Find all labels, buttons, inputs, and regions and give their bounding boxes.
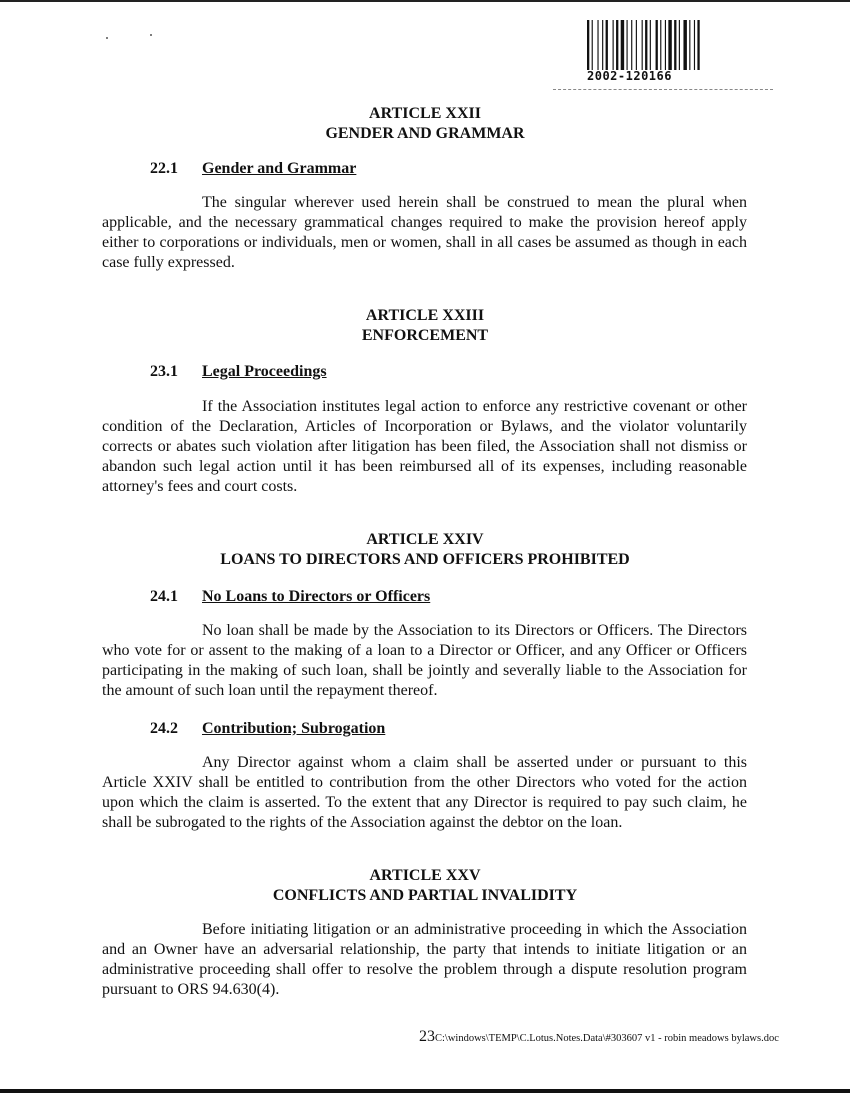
scan-speck xyxy=(106,37,108,39)
barcode-bar xyxy=(587,20,589,70)
barcode-bar xyxy=(606,20,608,70)
section-number: 23.1 xyxy=(150,363,178,380)
article-subheading: CONFLICTS AND PARTIAL INVALIDITY xyxy=(272,887,578,904)
article-subheading: GENDER AND GRAMMAR xyxy=(325,125,525,142)
barcode-bar xyxy=(674,20,676,70)
barcode-bar xyxy=(602,20,603,70)
barcode-bar xyxy=(636,20,637,70)
barcode-bar xyxy=(650,20,651,70)
section-paragraph: If the Association institutes legal action to enforce any restrictive covenant or other condition of the Declaration, Articles of Incorporation or Bylaws, and the violator voluntarily corrects or abates such violation after litigation has been filed, the Association shall not dismiss or abandon such legal action until it has been reimbursed all of its expenses, including reasonable attorney's fees and court costs. xyxy=(102,398,747,495)
section-number: 22.1 xyxy=(150,160,178,177)
barcode-bar xyxy=(656,20,658,70)
barcode-bar xyxy=(621,20,624,70)
barcode-bar xyxy=(597,20,598,70)
section-title: Gender and Grammar xyxy=(202,160,357,177)
section-paragraph: The singular wherever used herein shall be construed to mean the plural when applicable, and the necessary grammatical changes required to make the provision hereof apply either to corporations or individuals, men or women, shall in all cases be assumed as though in each case fully expressed. xyxy=(102,194,747,271)
barcode-bar xyxy=(683,20,686,70)
section-heading xyxy=(150,587,430,607)
barcode-bar xyxy=(616,20,618,70)
page-footer xyxy=(419,1028,779,1046)
barcode-bar xyxy=(627,20,628,70)
file-path: C:\windows\TEMP\C.Lotus.Notes.Data\#303607 v1 - robin meadows bylaws.doc xyxy=(435,1033,779,1044)
section-heading xyxy=(150,159,356,179)
barcode-bar xyxy=(631,20,632,70)
barcode-bar xyxy=(665,20,666,70)
article-subheading: LOANS TO DIRECTORS AND OFFICERS PROHIBITED xyxy=(220,551,630,568)
barcode-icon xyxy=(587,20,739,70)
barcode-bar xyxy=(645,20,647,70)
section-title: Contribution; Subrogation xyxy=(202,720,386,737)
section-heading xyxy=(150,362,327,382)
barcode-underline xyxy=(553,89,773,91)
article-heading: ARTICLE XXII xyxy=(369,105,481,122)
scan-top-edge xyxy=(0,0,850,2)
barcode-bar xyxy=(660,20,661,70)
article-heading: ARTICLE XXV xyxy=(369,867,481,884)
section-paragraph: Any Director against whom a claim shall be asserted under or pursuant to this Article XXIV shall be entitled to contribution from the other Directors who voted for the action upon which the claim is asserted. To the extent that any Director is required to pay such claim, he shall be subrogated to the rights of the Association against the debtor on the loan. xyxy=(102,754,747,831)
article-subheading: ENFORCEMENT xyxy=(361,327,489,344)
barcode-bar xyxy=(592,20,593,70)
barcode-bar xyxy=(697,20,699,70)
section-number: 24.2 xyxy=(150,720,178,737)
section-title: Legal Proceedings xyxy=(202,363,327,380)
section-number: 24.1 xyxy=(150,588,178,605)
barcode-bar xyxy=(613,20,614,70)
barcode-number: 2002-120166 xyxy=(587,69,672,83)
barcode-bar xyxy=(694,20,695,70)
scan-bottom-edge xyxy=(0,1089,850,1093)
barcode-bar xyxy=(689,20,690,70)
section-title: No Loans to Directors or Officers xyxy=(202,588,431,605)
barcode-bar xyxy=(642,20,643,70)
barcode-bar xyxy=(668,20,671,70)
article-paragraph: Before initiating litigation or an administrative proceeding in which the Association and an Owner have an adversarial relationship, the party that intends to initiate litigation or an administrative proceeding shall offer to resolve the problem through a dispute resolution program pursuant to ORS 94.630(4). xyxy=(102,921,747,998)
section-heading xyxy=(150,719,385,739)
page-number: 23 xyxy=(419,1028,435,1045)
barcode-bar xyxy=(679,20,680,70)
article-heading: ARTICLE XXIII xyxy=(365,307,485,324)
article-heading: ARTICLE XXIV xyxy=(366,531,484,548)
section-paragraph: No loan shall be made by the Association to its Directors or Officers. The Directors who vote for or assent to the making of a loan to a Director or Officer, and any Officer or Officers participating in the making of such loan, shall be jointly and severally liable to the Association for the amount of such loan until the repayment thereof. xyxy=(102,622,747,699)
barcode-stamp xyxy=(583,18,743,98)
scan-speck xyxy=(150,34,152,36)
